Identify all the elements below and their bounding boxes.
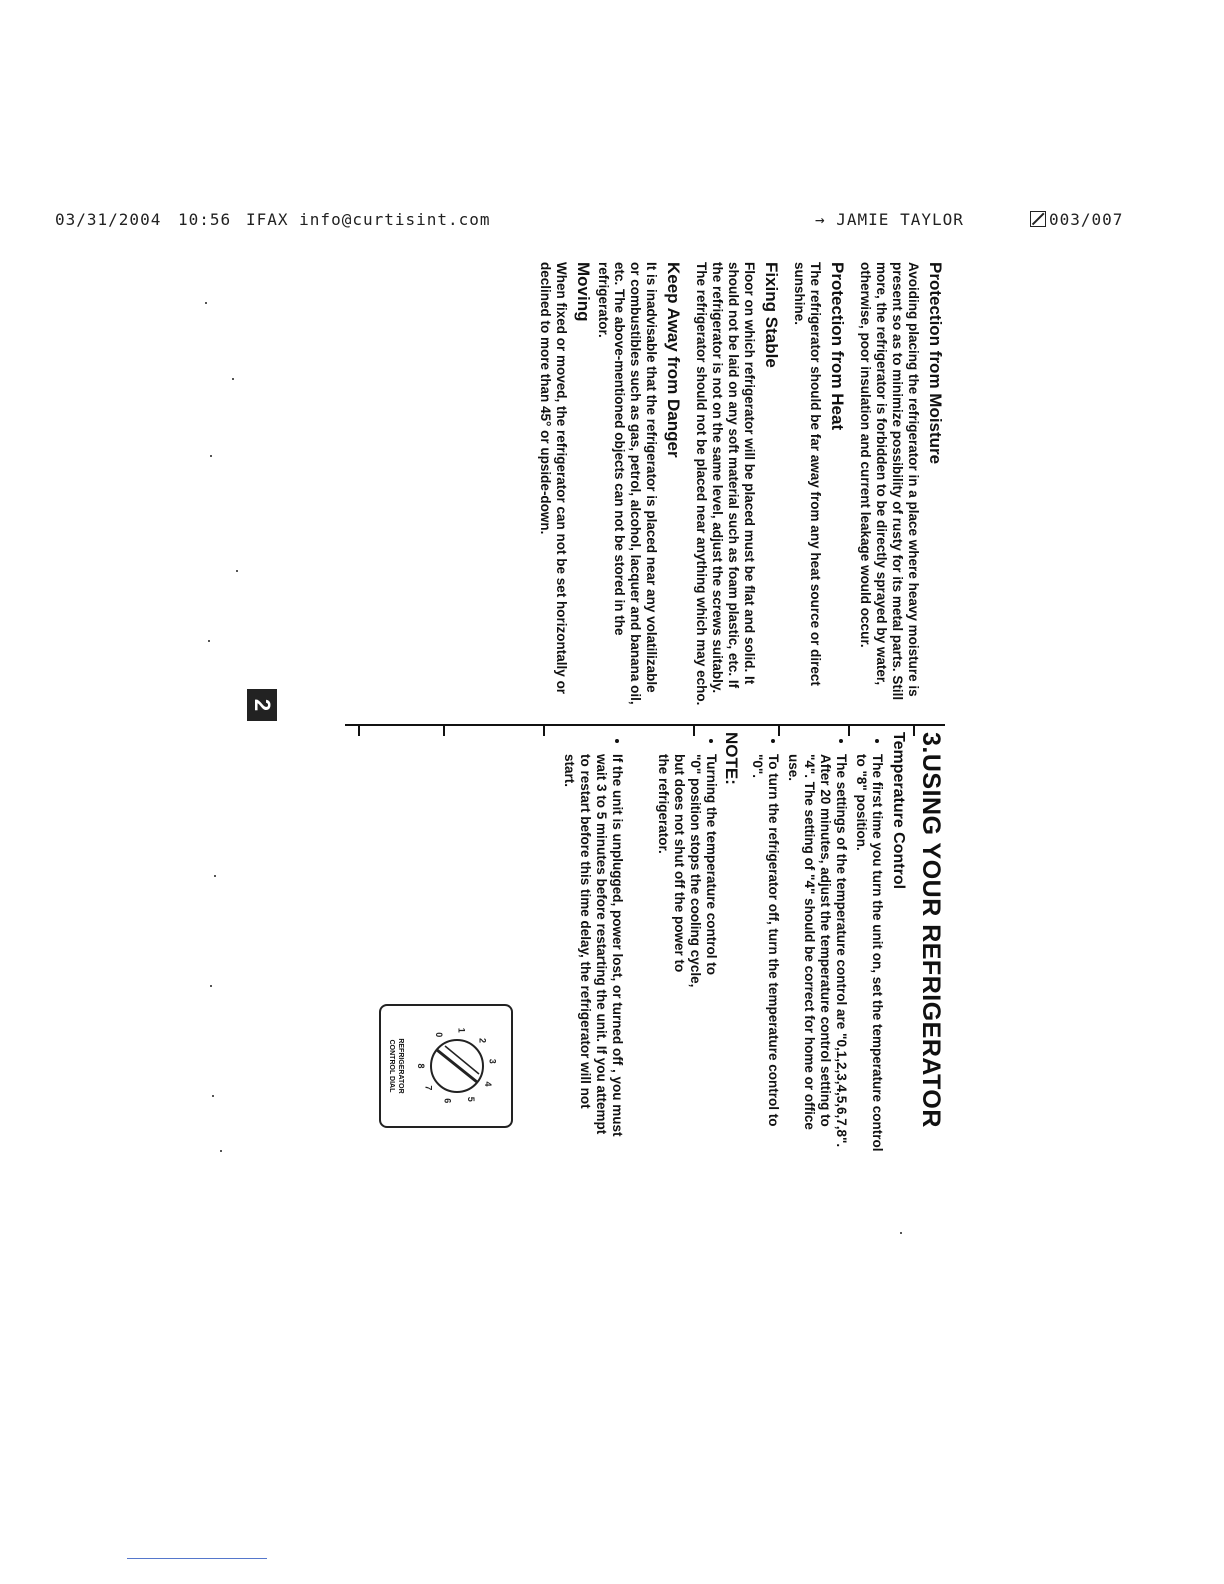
text-moving: When fixed or moved, the refrigerator can not be set horizontally or declined to more than 45° or upside-down. <box>538 262 569 695</box>
temperature-control-list <box>749 732 885 1154</box>
scan-speck <box>205 302 207 304</box>
text-fixing: Floor on which refrigerator will be placed must be flat and solid. It should not be laid on any soft material such as foam plastic, etc. If the refrigerator is not on the same level, adjust the screws suitably. The refrigerator should not be placed near anything which may echo. <box>694 262 757 706</box>
dial-number: 7 <box>423 1085 434 1091</box>
divider-tick <box>543 724 545 736</box>
heading-moving: Moving <box>574 262 593 322</box>
divider-tick <box>913 724 915 736</box>
scan-speck <box>212 1095 214 1097</box>
fax-date: 03/31/2004 <box>55 210 162 229</box>
safety-column <box>527 262 945 707</box>
list-item: • The first time you turn the unit on, set the temperature control to "8" position. <box>853 754 885 1154</box>
temperature-dial-figure <box>379 1004 513 1128</box>
list-item: • If the unit is unplugged, power lost, or turned off , you must wait 3 to 5 minutes before restarting the unit. If you attempt to restart before this time delay, the refrigerator will not start. <box>561 754 625 1144</box>
fax-page-count <box>1030 210 1124 229</box>
scan-speck <box>210 455 212 457</box>
scan-speck <box>900 1232 902 1234</box>
dial-number: 3 <box>487 1058 498 1064</box>
dial-number: 2 <box>477 1037 488 1044</box>
scan-speck <box>208 640 210 642</box>
list-item: • The settings of the temperature control are "0,1,2,3,4,5,6,7,8". After 20 minutes, adjust the temperature control setting to "4". The setting of "4" should be correct for home or office use. <box>785 754 849 1154</box>
scan-speck <box>214 875 216 877</box>
scan-speck <box>232 378 234 380</box>
dial-number: 6 <box>442 1098 453 1104</box>
section-moisture <box>857 262 945 707</box>
dial-number: 5 <box>465 1096 476 1102</box>
scan-speck <box>220 1150 222 1152</box>
footer-rule <box>127 1558 267 1559</box>
section-danger <box>595 262 683 707</box>
divider-tick <box>443 724 445 736</box>
fax-header <box>0 210 1224 234</box>
fax-time: 10:56 <box>178 210 232 229</box>
fax-sender: IFAX info@curtisint.com <box>246 210 491 229</box>
heading-heat: Protection from Heat <box>828 262 847 431</box>
heading-temperature-control: Temperature Control <box>890 732 907 890</box>
page-number: 2 <box>247 689 277 721</box>
heading-danger: Keep Away from Danger <box>664 262 683 458</box>
scan-speck <box>236 570 238 572</box>
list-item: • Turning the temperature control to "0" position stops the cooling cycle, but does not shut off the power to the refrigerator. <box>655 754 719 994</box>
dial-number: 1 <box>456 1027 467 1033</box>
text-moisture: Avoiding placing the refrigerator in a place where heavy moisture is present so as to minimize possibility of rusty for its metal parts. Still more, the refrigerator is forbidden to be directly sprayed by water, otherwise, poor insulation and current leakage would occur. <box>858 262 921 701</box>
dial-number: 8 <box>416 1063 426 1069</box>
restart-note-list <box>561 732 625 1144</box>
dial-number: 0 <box>434 1032 444 1038</box>
note-list <box>655 732 719 994</box>
heading-fixing: Fixing Stable <box>762 262 781 368</box>
section-fixing <box>693 262 781 707</box>
section-heat <box>791 262 847 707</box>
dial-caption-line1: REFRIGERATOR <box>397 1038 404 1094</box>
fax-page-text: 003/007 <box>1049 210 1124 229</box>
temperature-dial-icon <box>413 1016 503 1116</box>
list-item: • To turn the refrigerator off, turn the temperature control to "0". <box>749 754 781 1154</box>
section-moving <box>537 262 593 707</box>
fax-page-icon <box>1030 211 1046 227</box>
scan-speck <box>210 985 212 987</box>
usage-column <box>553 732 907 1152</box>
heading-moisture: Protection from Moisture <box>926 262 945 465</box>
text-danger: It is inadvisable that the refrigerator is placed near any volatilizable or combustibles such as gas, petrol, alcohol, lacquer and banana oil, etc. The above-mentioned objects can not be stored in the refrigerator. <box>596 262 659 705</box>
manual-page <box>325 262 945 1222</box>
divider-tick <box>358 724 360 736</box>
column-divider <box>345 724 945 726</box>
fax-recipient: → JAMIE TAYLOR <box>815 210 964 229</box>
dial-number: 4 <box>483 1081 494 1087</box>
note-heading: NOTE: <box>722 732 741 785</box>
text-heat: The refrigerator should be far away from any heat source or direct sunshine. <box>792 262 823 686</box>
section-title: 3.USING YOUR REFRIGERATOR <box>917 732 945 1128</box>
dial-caption-line2: CONTROL DIAL <box>388 1039 395 1093</box>
dial-caption <box>387 1014 405 1118</box>
